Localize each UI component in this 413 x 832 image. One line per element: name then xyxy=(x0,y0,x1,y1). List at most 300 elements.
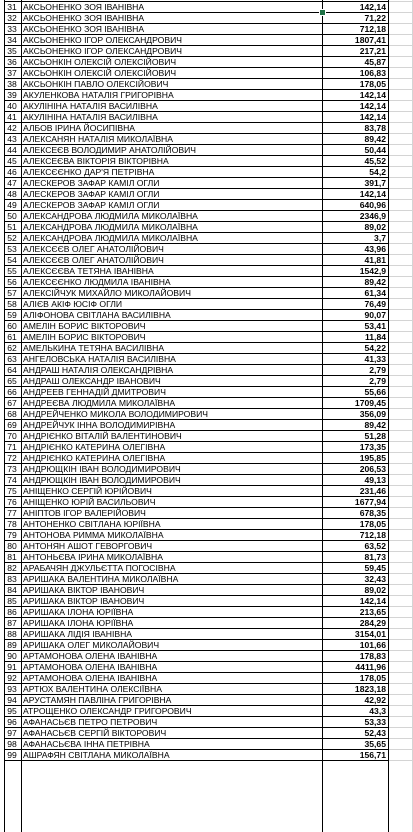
name-cell[interactable]: АНДРЮЩКІН ІВАН ВОЛОДИМИРОВИЧ xyxy=(23,464,181,474)
row-number-cell[interactable]: 52 xyxy=(7,233,17,243)
amount-cell[interactable]: 89,02 xyxy=(364,585,386,595)
amount-cell[interactable]: 41,33 xyxy=(364,354,386,364)
amount-cell[interactable]: 712,18 xyxy=(359,530,386,540)
empty-cell[interactable] xyxy=(389,398,413,409)
amount-cell[interactable]: 3,7 xyxy=(374,233,386,243)
empty-cell[interactable] xyxy=(389,134,413,145)
amount-cell[interactable]: 76,49 xyxy=(364,299,386,309)
name-cell[interactable]: АНТОНЕНКО СВІТЛАНА ЮРІЇВНА xyxy=(23,519,161,529)
empty-cell[interactable] xyxy=(389,90,413,101)
table-row[interactable] xyxy=(0,178,413,189)
empty-cell[interactable] xyxy=(389,420,413,431)
name-cell[interactable]: АКСЬОНКІН ОЛЕКСІЙ ОЛЕКСІЙОВИЧ xyxy=(23,68,177,78)
row-number-cell[interactable]: 85 xyxy=(7,596,17,606)
name-cell[interactable]: АРИШАКА ВІКТОР ІВАНОВИЧ xyxy=(23,596,145,606)
name-cell[interactable]: АНТОНЬЄВА ІРИНА МИКОЛАЇВНА xyxy=(23,552,163,562)
table-row[interactable] xyxy=(0,57,413,68)
table-row[interactable] xyxy=(0,123,413,134)
amount-cell[interactable]: 45,52 xyxy=(364,156,386,166)
amount-cell[interactable]: 142,14 xyxy=(359,596,386,606)
amount-cell[interactable]: 32,43 xyxy=(364,574,386,584)
name-cell[interactable]: АКУЛІНІНА НАТАЛІЯ ВАСИЛІВНА xyxy=(23,112,158,122)
table-row[interactable] xyxy=(0,574,413,585)
row-number-cell[interactable]: 93 xyxy=(7,684,17,694)
empty-cell[interactable] xyxy=(389,442,413,453)
table-row[interactable] xyxy=(0,508,413,519)
row-number-cell[interactable]: 46 xyxy=(7,167,17,177)
amount-cell[interactable]: 206,53 xyxy=(359,464,386,474)
empty-cell[interactable] xyxy=(389,277,413,288)
empty-cell[interactable] xyxy=(389,376,413,387)
amount-cell[interactable]: 356,09 xyxy=(359,409,386,419)
table-row[interactable] xyxy=(0,354,413,365)
amount-cell[interactable]: 49,13 xyxy=(364,475,386,485)
table-row[interactable] xyxy=(0,145,413,156)
empty-cell[interactable] xyxy=(389,68,413,79)
table-row[interactable] xyxy=(0,299,413,310)
table-row[interactable] xyxy=(0,420,413,431)
name-cell[interactable]: АЛІЄВ АКІФ ЮСІФ ОГЛИ xyxy=(23,299,123,309)
amount-cell[interactable]: 89,42 xyxy=(364,277,386,287)
name-cell[interactable]: АЛЕСКЕРОВ ЗАФАР КАМІЛ ОГЛИ xyxy=(23,178,160,188)
name-cell[interactable]: АЛЕКСЕЄВ ВОЛОДИМИР АНАТОЛІЙОВИЧ xyxy=(23,145,197,155)
empty-cell[interactable] xyxy=(389,255,413,266)
table-row[interactable] xyxy=(0,244,413,255)
amount-cell[interactable]: 391,7 xyxy=(364,178,386,188)
empty-cell[interactable] xyxy=(389,387,413,398)
amount-cell[interactable]: 52,43 xyxy=(364,728,386,738)
amount-cell[interactable]: 1823,18 xyxy=(354,684,386,694)
row-number-cell[interactable]: 95 xyxy=(7,706,17,716)
name-cell[interactable]: АФАНАСЬЄВ ПЕТРО ПЕТРОВИЧ xyxy=(23,717,158,727)
row-number-cell[interactable]: 38 xyxy=(7,79,17,89)
name-cell[interactable]: АШРАФЯН СВІТЛАНА МИКОЛАЇВНА xyxy=(23,750,170,760)
row-number-cell[interactable]: 51 xyxy=(7,222,17,232)
row-number-cell[interactable]: 73 xyxy=(7,464,17,474)
row-number-cell[interactable]: 45 xyxy=(7,156,17,166)
empty-cell[interactable] xyxy=(389,178,413,189)
row-number-cell[interactable]: 57 xyxy=(7,288,17,298)
name-cell[interactable]: АКСЬОНЕНКО ІГОР ОЛЕКСАНДРОВИЧ xyxy=(23,46,182,56)
empty-cell[interactable] xyxy=(389,684,413,695)
name-cell[interactable]: АМЕЛІН БОРИС ВІКТОРОВИЧ xyxy=(23,321,146,331)
empty-cell[interactable] xyxy=(389,2,413,13)
empty-cell[interactable] xyxy=(389,112,413,123)
name-cell[interactable]: АКСЬОНКІН ОЛЕКСІЙ ОЛЕКСІЙОВИЧ xyxy=(23,57,177,67)
table-row[interactable] xyxy=(0,101,413,112)
empty-cell[interactable] xyxy=(389,233,413,244)
table-row[interactable] xyxy=(0,464,413,475)
table-row[interactable] xyxy=(0,200,413,211)
empty-cell[interactable] xyxy=(389,497,413,508)
row-number-cell[interactable]: 72 xyxy=(7,453,17,463)
name-cell[interactable]: АЛЕКСЄЄНКО ЛЮДМИЛА ІВАНІВНА xyxy=(23,277,171,287)
table-row[interactable] xyxy=(0,211,413,222)
row-number-cell[interactable]: 81 xyxy=(7,552,17,562)
table-row[interactable] xyxy=(0,376,413,387)
amount-cell[interactable]: 43,3 xyxy=(369,706,386,716)
amount-cell[interactable]: 54,22 xyxy=(364,343,386,353)
empty-cell[interactable] xyxy=(389,673,413,684)
row-number-cell[interactable]: 47 xyxy=(7,178,17,188)
table-row[interactable] xyxy=(0,530,413,541)
table-row[interactable] xyxy=(0,486,413,497)
name-cell[interactable]: АНДРАШ ОЛЕКСАНДР ІВАНОВИЧ xyxy=(23,376,161,386)
row-number-cell[interactable]: 68 xyxy=(7,409,17,419)
name-cell[interactable]: АРИШАКА ІЛОНА ЮРІЇВНА xyxy=(23,618,134,628)
name-cell[interactable]: АНДРЮЩКІН ІВАН ВОЛОДИМИРОВИЧ xyxy=(23,475,181,485)
name-cell[interactable]: АНДРАШ НАТАЛІЯ ОЛЕКСАНДРІВНА xyxy=(23,365,174,375)
name-cell[interactable]: АЛЕКСЄЄВ ОЛЕГ АНАТОЛІЙОВИЧ xyxy=(23,244,164,254)
empty-cell[interactable] xyxy=(389,596,413,607)
amount-cell[interactable]: 195,85 xyxy=(359,453,386,463)
table-row[interactable] xyxy=(0,684,413,695)
empty-cell[interactable] xyxy=(389,321,413,332)
table-row[interactable] xyxy=(0,695,413,706)
amount-cell[interactable]: 2,79 xyxy=(369,365,386,375)
row-number-cell[interactable]: 91 xyxy=(7,662,17,672)
amount-cell[interactable]: 142,14 xyxy=(359,90,386,100)
amount-cell[interactable]: 142,14 xyxy=(359,112,386,122)
name-cell[interactable]: АНІЩЕНКО СЕРГІЙ ЮРІЙОВИЧ xyxy=(23,486,152,496)
empty-cell[interactable] xyxy=(389,662,413,673)
empty-cell[interactable] xyxy=(389,519,413,530)
table-row[interactable] xyxy=(0,607,413,618)
name-cell[interactable]: АНІПТОВ ІГОР ВАЛЕРІЙОВИЧ xyxy=(23,508,146,518)
amount-cell[interactable]: 61,34 xyxy=(364,288,386,298)
table-row[interactable] xyxy=(0,13,413,24)
name-cell[interactable]: АЛЕКСАНЯН НАТАЛІЯ МИКОЛАЇВНА xyxy=(23,134,173,144)
table-row[interactable] xyxy=(0,739,413,750)
row-number-cell[interactable]: 77 xyxy=(7,508,17,518)
empty-cell[interactable] xyxy=(389,57,413,68)
row-number-cell[interactable]: 78 xyxy=(7,519,17,529)
row-number-cell[interactable]: 54 xyxy=(7,255,17,265)
row-number-cell[interactable]: 88 xyxy=(7,629,17,639)
table-row[interactable] xyxy=(0,24,413,35)
table-row[interactable] xyxy=(0,310,413,321)
empty-cell[interactable] xyxy=(389,629,413,640)
name-cell[interactable]: АФАНАСЬЄВ СЕРГІЙ ВІКТОРОВИЧ xyxy=(23,728,167,738)
table-row[interactable] xyxy=(0,343,413,354)
empty-cell[interactable] xyxy=(389,46,413,57)
amount-cell[interactable]: 2346,9 xyxy=(359,211,386,221)
name-cell[interactable]: АКУЛІНІНА НАТАЛІЯ ВАСИЛІВНА xyxy=(23,101,158,111)
amount-cell[interactable]: 178,83 xyxy=(359,651,386,661)
empty-cell[interactable] xyxy=(389,24,413,35)
table-row[interactable] xyxy=(0,750,413,761)
empty-cell[interactable] xyxy=(389,79,413,90)
empty-cell[interactable] xyxy=(389,585,413,596)
name-cell[interactable]: АРАБАЧЯН ДЖУЛЬЄТТА ПОГОСІВНА xyxy=(23,563,176,573)
amount-cell[interactable]: 2,79 xyxy=(369,376,386,386)
name-cell[interactable]: АНДРЕЄВА ЛЮДМИЛА МИКОЛАЇВНА xyxy=(23,398,176,408)
empty-cell[interactable] xyxy=(389,706,413,717)
amount-cell[interactable]: 231,46 xyxy=(359,486,386,496)
name-cell[interactable]: АКСЬОНКІН ПАВЛО ОЛЕКСІЙОВИЧ xyxy=(23,79,169,89)
row-number-cell[interactable]: 76 xyxy=(7,497,17,507)
empty-cell[interactable] xyxy=(389,464,413,475)
table-row[interactable] xyxy=(0,167,413,178)
name-cell[interactable]: АЛЕКСЄЄВ ОЛЕГ АНАТОЛІЙОВИЧ xyxy=(23,255,164,265)
row-number-cell[interactable]: 35 xyxy=(7,46,17,56)
name-cell[interactable]: АЛЕКСЄЄНКО ДАР'Я ПЕТРІВНА xyxy=(23,167,155,177)
row-number-cell[interactable]: 44 xyxy=(7,145,17,155)
row-number-cell[interactable]: 75 xyxy=(7,486,17,496)
row-number-cell[interactable]: 83 xyxy=(7,574,17,584)
table-row[interactable] xyxy=(0,79,413,90)
table-row[interactable] xyxy=(0,662,413,673)
row-number-cell[interactable]: 67 xyxy=(7,398,17,408)
name-cell[interactable]: АФАНАСЬЄВА ІННА ПЕТРІВНА xyxy=(23,739,150,749)
amount-cell[interactable]: 63,52 xyxy=(364,541,386,551)
empty-cell[interactable] xyxy=(389,728,413,739)
empty-cell[interactable] xyxy=(389,167,413,178)
empty-cell[interactable] xyxy=(389,651,413,662)
table-row[interactable] xyxy=(0,288,413,299)
row-number-cell[interactable]: 94 xyxy=(7,695,17,705)
empty-cell[interactable] xyxy=(389,332,413,343)
row-number-cell[interactable]: 36 xyxy=(7,57,17,67)
amount-cell[interactable]: 42,92 xyxy=(364,695,386,705)
name-cell[interactable]: АНДРЕЕВ ГЕННАДІЙ ДМИТРОВИЧ xyxy=(23,387,166,397)
row-number-cell[interactable]: 84 xyxy=(7,585,17,595)
amount-cell[interactable]: 678,35 xyxy=(359,508,386,518)
empty-cell[interactable] xyxy=(389,431,413,442)
empty-cell[interactable] xyxy=(389,453,413,464)
name-cell[interactable]: АМЕЛЬКИНА ТЕТЯНА ВАСИЛІВНА xyxy=(23,343,165,353)
table-row[interactable] xyxy=(0,596,413,607)
amount-cell[interactable]: 90,07 xyxy=(364,310,386,320)
table-row[interactable] xyxy=(0,387,413,398)
name-cell[interactable]: АКСЬОНЕНКО ІГОР ОЛЕКСАНДРОВИЧ xyxy=(23,35,182,45)
empty-cell[interactable] xyxy=(389,189,413,200)
name-cell[interactable]: АНІЩЕНКО ЮРІЙ ВАСИЛЬОВИЧ xyxy=(23,497,156,507)
table-row[interactable] xyxy=(0,629,413,640)
empty-cell[interactable] xyxy=(389,717,413,728)
row-number-cell[interactable]: 61 xyxy=(7,332,17,342)
name-cell[interactable]: АКСЬОНЕНКО ЗОЯ ІВАНІВНА xyxy=(23,2,145,12)
empty-cell[interactable] xyxy=(389,365,413,376)
amount-cell[interactable]: 284,29 xyxy=(359,618,386,628)
table-row[interactable] xyxy=(0,706,413,717)
name-cell[interactable]: АНДРІЄНКО КАТЕРИНА ОЛЕГІВНА xyxy=(23,453,166,463)
row-number-cell[interactable]: 79 xyxy=(7,530,17,540)
table-row[interactable] xyxy=(0,585,413,596)
amount-cell[interactable]: 89,02 xyxy=(364,222,386,232)
row-number-cell[interactable]: 34 xyxy=(7,35,17,45)
amount-cell[interactable]: 178,05 xyxy=(359,79,386,89)
row-number-cell[interactable]: 74 xyxy=(7,475,17,485)
selection-fill-handle[interactable] xyxy=(319,9,326,16)
empty-cell[interactable] xyxy=(389,486,413,497)
row-number-cell[interactable]: 92 xyxy=(7,673,17,683)
name-cell[interactable]: АКСЬОНЕНКО ЗОЯ ІВАНІВНА xyxy=(23,24,145,34)
table-row[interactable] xyxy=(0,728,413,739)
name-cell[interactable]: АТРОЩЕНКО ОЛЕКСАНДР ГРИГОРОВИЧ xyxy=(23,706,192,716)
empty-cell[interactable] xyxy=(389,475,413,486)
amount-cell[interactable]: 55,66 xyxy=(364,387,386,397)
table-row[interactable] xyxy=(0,255,413,266)
table-row[interactable] xyxy=(0,497,413,508)
table-row[interactable] xyxy=(0,442,413,453)
name-cell[interactable]: АМЕЛІН БОРИС ВІКТОРОВИЧ xyxy=(23,332,146,342)
name-cell[interactable]: АНТОНОВА РИММА МИКОЛАЇВНА xyxy=(23,530,164,540)
row-number-cell[interactable]: 32 xyxy=(7,13,17,23)
amount-cell[interactable]: 41,81 xyxy=(364,255,386,265)
amount-cell[interactable]: 51,28 xyxy=(364,431,386,441)
amount-cell[interactable]: 50,44 xyxy=(364,145,386,155)
amount-cell[interactable]: 1677,94 xyxy=(354,497,386,507)
empty-cell[interactable] xyxy=(389,552,413,563)
row-number-cell[interactable]: 66 xyxy=(7,387,17,397)
row-number-cell[interactable]: 82 xyxy=(7,563,17,573)
amount-cell[interactable]: 213,65 xyxy=(359,607,386,617)
row-number-cell[interactable]: 55 xyxy=(7,266,17,276)
name-cell[interactable]: АНДРІЄНКО КАТЕРИНА ОЛЕГІВНА xyxy=(23,442,166,452)
empty-cell[interactable] xyxy=(389,156,413,167)
name-cell[interactable]: АЛЕКСАНДРОВА ЛЮДМИЛА МИКОЛАЇВНА xyxy=(23,211,198,221)
table-row[interactable] xyxy=(0,112,413,123)
row-number-cell[interactable]: 37 xyxy=(7,68,17,78)
name-cell[interactable]: АКУЛЕНКОВА НАТАЛІЯ ГРИГОРІВНА xyxy=(23,90,174,100)
table-row[interactable] xyxy=(0,46,413,57)
name-cell[interactable]: АЛЕСКЕРОВ ЗАФАР КАМІЛ ОГЛИ xyxy=(23,189,160,199)
amount-cell[interactable]: 43,96 xyxy=(364,244,386,254)
table-row[interactable] xyxy=(0,563,413,574)
row-number-cell[interactable]: 63 xyxy=(7,354,17,364)
amount-cell[interactable]: 1542,9 xyxy=(359,266,386,276)
row-number-cell[interactable]: 48 xyxy=(7,189,17,199)
row-number-cell[interactable]: 43 xyxy=(7,134,17,144)
amount-cell[interactable]: 101,66 xyxy=(359,640,386,650)
table-row[interactable] xyxy=(0,519,413,530)
table-row[interactable] xyxy=(0,68,413,79)
row-number-cell[interactable]: 86 xyxy=(7,607,17,617)
table-row[interactable] xyxy=(0,332,413,343)
row-number-cell[interactable]: 53 xyxy=(7,244,17,254)
amount-cell[interactable]: 81,73 xyxy=(364,552,386,562)
row-number-cell[interactable]: 97 xyxy=(7,728,17,738)
row-number-cell[interactable]: 60 xyxy=(7,321,17,331)
empty-cell[interactable] xyxy=(389,354,413,365)
empty-cell[interactable] xyxy=(389,13,413,24)
table-row[interactable] xyxy=(0,365,413,376)
name-cell[interactable]: АЛЕКСАНДРОВА ЛЮДМИЛА МИКОЛАЇВНА xyxy=(23,222,198,232)
name-cell[interactable]: АКСЬОНЕНКО ЗОЯ ІВАНІВНА xyxy=(23,13,145,23)
table-row[interactable] xyxy=(0,321,413,332)
row-number-cell[interactable]: 58 xyxy=(7,299,17,309)
amount-cell[interactable]: 54,2 xyxy=(369,167,386,177)
empty-cell[interactable] xyxy=(389,750,413,761)
empty-cell[interactable] xyxy=(389,244,413,255)
name-cell[interactable]: АЛБОВ ІРИНА ЙОСИПІВНА xyxy=(23,123,136,133)
name-cell[interactable]: АНДРЕЙЧУК ІННА ВОЛОДИМИРІВНА xyxy=(23,420,176,430)
table-row[interactable] xyxy=(0,673,413,684)
table-row[interactable] xyxy=(0,409,413,420)
amount-cell[interactable]: 1709,45 xyxy=(354,398,386,408)
amount-cell[interactable]: 217,21 xyxy=(359,46,386,56)
empty-cell[interactable] xyxy=(389,640,413,651)
name-cell[interactable]: АРИШАКА ІЛОНА ЮРІЇВНА xyxy=(23,607,134,617)
amount-cell[interactable]: 89,42 xyxy=(364,420,386,430)
row-number-cell[interactable]: 80 xyxy=(7,541,17,551)
empty-cell[interactable] xyxy=(389,563,413,574)
empty-cell[interactable] xyxy=(389,288,413,299)
row-number-cell[interactable]: 59 xyxy=(7,310,17,320)
amount-cell[interactable]: 142,14 xyxy=(359,101,386,111)
name-cell[interactable]: АРУСТАМЯН ПАВЛІНА ГРИГОРІВНА xyxy=(23,695,172,705)
empty-cell[interactable] xyxy=(389,200,413,211)
amount-cell[interactable]: 712,18 xyxy=(359,24,386,34)
name-cell[interactable]: АРИШАКА ВАЛЕНТИНА МИКОЛАЇВНА xyxy=(23,574,179,584)
table-row[interactable] xyxy=(0,35,413,46)
empty-cell[interactable] xyxy=(389,695,413,706)
table-row[interactable] xyxy=(0,189,413,200)
row-number-cell[interactable]: 41 xyxy=(7,112,17,122)
empty-cell[interactable] xyxy=(389,508,413,519)
empty-cell[interactable] xyxy=(389,739,413,750)
amount-cell[interactable]: 45,87 xyxy=(364,57,386,67)
name-cell[interactable]: АЛЕКСЄЄВА ТЕТЯНА ІВАНІВНА xyxy=(23,266,154,276)
row-number-cell[interactable]: 50 xyxy=(7,211,17,221)
amount-cell[interactable]: 4411,96 xyxy=(355,662,386,672)
empty-cell[interactable] xyxy=(389,145,413,156)
table-row[interactable] xyxy=(0,651,413,662)
row-number-cell[interactable]: 33 xyxy=(7,24,17,34)
name-cell[interactable]: АРТАМОНОВА ОЛЕНА ІВАНІВНА xyxy=(23,662,158,672)
name-cell[interactable]: АЛЕКСІЙЧУК МИХАЙЛО МИКОЛАЙОВИЧ xyxy=(23,288,191,298)
amount-cell[interactable]: 71,22 xyxy=(364,13,386,23)
table-row[interactable] xyxy=(0,618,413,629)
name-cell[interactable]: АНГЕЛОВСЬКА НАТАЛІЯ ВАСИЛІВНА xyxy=(23,354,176,364)
table-row[interactable] xyxy=(0,2,413,13)
empty-cell[interactable] xyxy=(389,222,413,233)
empty-cell[interactable] xyxy=(389,541,413,552)
empty-cell[interactable] xyxy=(389,607,413,618)
amount-cell[interactable]: 178,05 xyxy=(359,519,386,529)
row-number-cell[interactable]: 49 xyxy=(7,200,17,210)
row-number-cell[interactable]: 39 xyxy=(7,90,17,100)
amount-cell[interactable]: 53,33 xyxy=(364,717,386,727)
empty-cell[interactable] xyxy=(389,266,413,277)
amount-cell[interactable]: 35,65 xyxy=(364,739,386,749)
name-cell[interactable]: АРТАМОНОВА ОЛЕНА ІВАНІВНА xyxy=(23,651,158,661)
name-cell[interactable]: АЛЕКСАНДРОВА ЛЮДМИЛА МИКОЛАЇВНА xyxy=(23,233,198,243)
table-row[interactable] xyxy=(0,541,413,552)
row-number-cell[interactable]: 99 xyxy=(7,750,17,760)
name-cell[interactable]: АЛЕКСЕЄВА ВІКТОРІЯ ВІКТОРІВНА xyxy=(23,156,169,166)
empty-cell[interactable] xyxy=(389,299,413,310)
amount-cell[interactable]: 640,96 xyxy=(359,200,386,210)
name-cell[interactable]: АРИШАКА ОЛЕГ МИКОЛАЙОВИЧ xyxy=(23,640,160,650)
amount-cell[interactable]: 11,84 xyxy=(364,332,386,342)
empty-cell[interactable] xyxy=(389,35,413,46)
row-number-cell[interactable]: 89 xyxy=(7,640,17,650)
amount-cell[interactable]: 142,14 xyxy=(359,2,386,12)
amount-cell[interactable]: 1807,41 xyxy=(354,35,386,45)
name-cell[interactable]: АРИШАКА ЛІДІЯ ІВАНІВНА xyxy=(23,629,133,639)
row-number-cell[interactable]: 31 xyxy=(7,2,17,12)
row-number-cell[interactable]: 64 xyxy=(7,365,17,375)
name-cell[interactable]: АЛЕСКЕРОВ ЗАФАР КАМІЛ ОГЛИ xyxy=(23,200,160,210)
table-row[interactable] xyxy=(0,90,413,101)
name-cell[interactable]: АРТАМОНОВА ОЛЕНА ІВАНІВНА xyxy=(23,673,158,683)
name-cell[interactable]: АЛІФОНОВА СВІТЛАНА ВАСИЛІВНА xyxy=(23,310,171,320)
amount-cell[interactable]: 59,45 xyxy=(364,563,386,573)
amount-cell[interactable]: 53,41 xyxy=(364,321,386,331)
table-row[interactable] xyxy=(0,277,413,288)
